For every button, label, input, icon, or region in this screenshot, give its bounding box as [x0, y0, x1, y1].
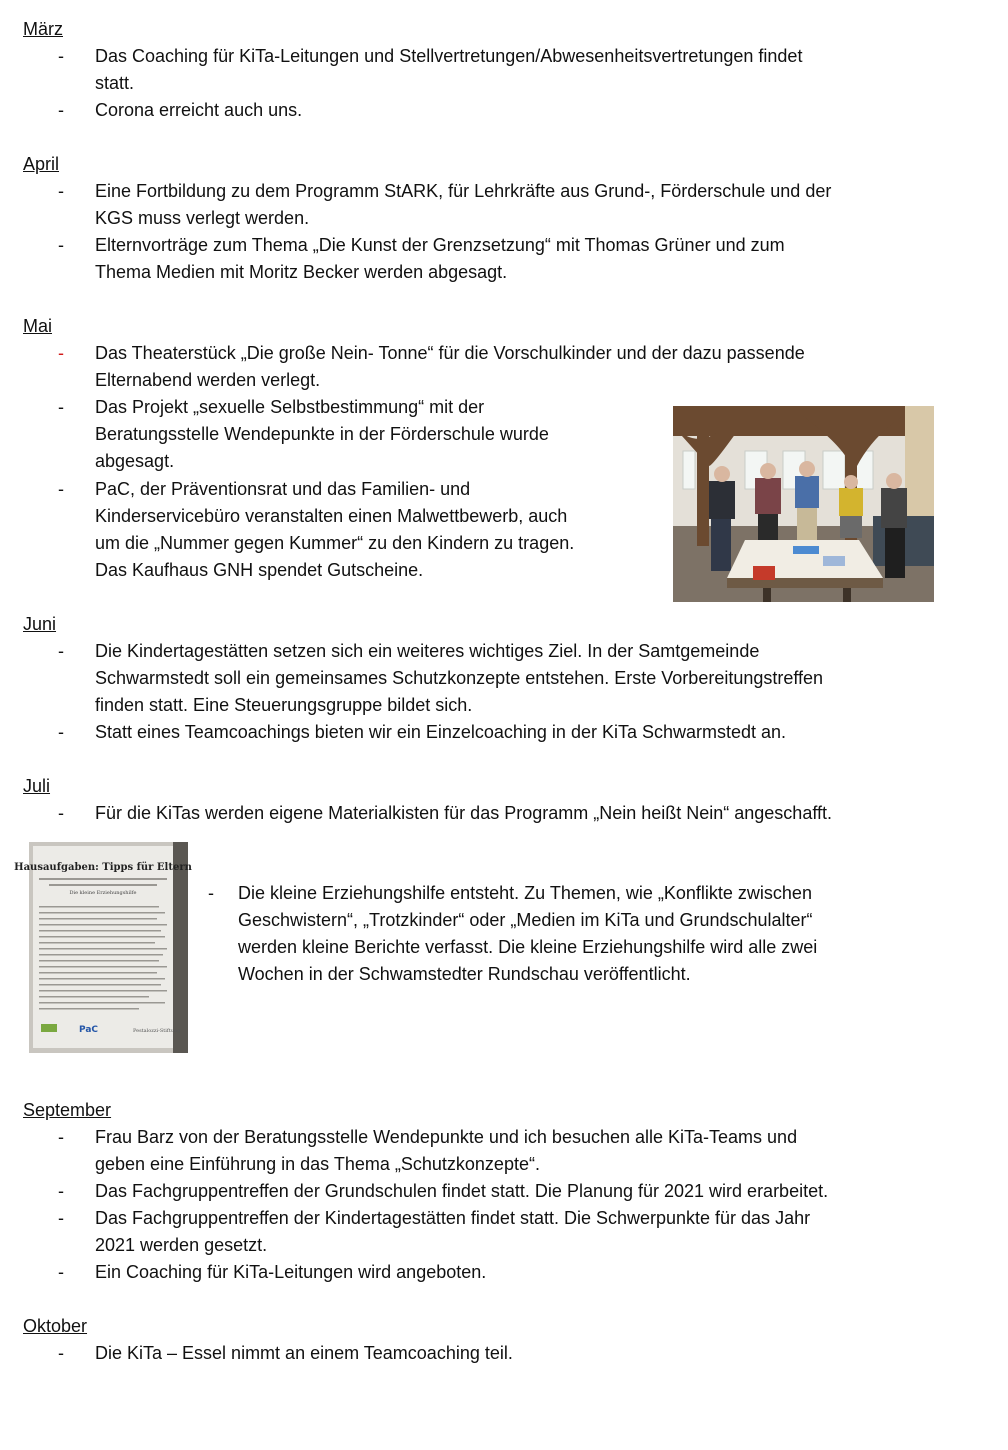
- item-line: Wochen in der Schwamstedter Rundschau veröffentlicht.: [238, 964, 691, 984]
- item-line: Elternabend werden verlegt.: [95, 370, 321, 390]
- item-line: geben eine Einführung in das Thema „Schutzkonzepte“.: [95, 1154, 540, 1174]
- item-line: 2021 werden gesetzt.: [95, 1235, 268, 1255]
- item-line: Elternvorträge zum Thema „Die Kunst der Grenzsetzung“ mit Thomas Grüner und zum: [95, 235, 785, 255]
- item-line: Schwarmstedt soll ein gemeinsames Schutzkonzepte entstehen. Erste Vorbereitungstreffen: [95, 668, 824, 688]
- item-line: Ein Coaching für KiTa-Leitungen wird angeboten.: [95, 1262, 487, 1282]
- bullet-dash: -: [208, 883, 214, 903]
- item-line: abgesagt.: [95, 451, 175, 471]
- clipping-logo-pac: PaC: [79, 1025, 99, 1035]
- item-line: Das Fachgruppentreffen der Kindertagestätten findet statt. Die Schwerpunkte für das Jahr: [95, 1208, 811, 1228]
- item-line: Eine Fortbildung zu dem Programm StARK, für Lehrkräfte aus Grund-, Förderschule und der: [95, 181, 832, 201]
- item-line: finden statt. Eine Steuerungsgruppe bildet sich.: [95, 695, 473, 715]
- clipping-illustration: [14, 842, 192, 1053]
- item-line: Frau Barz von der Beratungsstelle Wendepunkte und ich besuchen alle KiTa-Teams und: [95, 1127, 798, 1147]
- clipping-logo-pestalozzi: Pestalozzi-Stiftung: [133, 1028, 181, 1034]
- month-heading-mai: Mai: [23, 316, 53, 336]
- month-heading-april: April: [23, 154, 60, 174]
- item-line: Die KiTa – Essel nimmt an einem Teamcoaching teil.: [95, 1343, 513, 1363]
- bullet-dash-red: -: [58, 343, 64, 363]
- item-line: um die „Nummer gegen Kummer“ zu den Kindern zu tragen.: [95, 533, 575, 553]
- bullet-dash: -: [58, 1343, 64, 1363]
- item-line: Kinderservicebüro veranstalten einen Malwettbewerb, auch: [95, 506, 568, 526]
- bullet-dash: -: [58, 235, 64, 255]
- item-line: Das Kaufhaus GNH spendet Gutscheine.: [95, 560, 424, 580]
- item-line: Die Kindertagestätten setzen sich ein weiteres wichtiges Ziel. In der Samtgemeinde: [95, 641, 760, 661]
- newspaper-clipping-image: [14, 842, 192, 1053]
- item-line: Beratungsstelle Wendepunkte in der Förderschule wurde: [95, 424, 549, 444]
- item-line: statt.: [95, 73, 135, 93]
- clipping-subtitle: Die kleine Erziehungshilfe: [69, 890, 137, 896]
- item-line: Corona erreicht auch uns.: [95, 100, 303, 120]
- clipping-title: Hausaufgaben: Tipps für Eltern: [14, 862, 192, 873]
- item-line: Thema Medien mit Moritz Becker werden abgesagt.: [95, 262, 508, 282]
- item-line: Das Theaterstück „Die große Nein- Tonne“ für die Vorschulkinder und der dazu passende: [95, 343, 805, 363]
- item-line: Das Fachgruppentreffen der Grundschulen findet statt. Die Planung für 2021 wird erarbeitet.: [95, 1181, 829, 1201]
- month-heading-juni: Juni: [23, 614, 57, 634]
- bullet-dash: -: [58, 479, 64, 499]
- item-line: PaC, der Präventionsrat und das Familien- und: [95, 479, 471, 499]
- bullet-dash: -: [58, 1127, 64, 1147]
- item-line: Das Projekt „sexuelle Selbstbestimmung“ mit der: [95, 397, 485, 417]
- item-line: Geschwistern“, „Trotzkinder“ oder „Medien im KiTa und Grundschulalter“: [238, 910, 813, 930]
- photo-illustration: [673, 406, 934, 602]
- month-heading-juli: Juli: [23, 776, 51, 796]
- bullet-dash: -: [58, 1181, 64, 1201]
- item-line: Für die KiTas werden eigene Materialkisten für das Programm „Nein heißt Nein“ angeschafft.: [95, 803, 833, 823]
- month-heading-september: September: [23, 1100, 112, 1120]
- item-line: werden kleine Berichte verfasst. Die kleine Erziehungshilfe wird alle zwei: [238, 937, 818, 957]
- item-line: Statt eines Teamcoachings bieten wir ein Einzelcoaching in der KiTa Schwarmstedt an.: [95, 722, 787, 742]
- bullet-dash: -: [58, 397, 64, 417]
- item-line: KGS muss verlegt werden.: [95, 208, 310, 228]
- month-heading-oktober: Oktober: [23, 1316, 88, 1336]
- group-photo-drawing-contest: [673, 406, 934, 602]
- bullet-dash: -: [58, 641, 64, 661]
- bullet-dash: -: [58, 100, 64, 120]
- bullet-dash: -: [58, 181, 64, 201]
- bullet-dash: -: [58, 46, 64, 66]
- item-line: Das Coaching für KiTa-Leitungen und Stellvertretungen/Abwesenheitsvertretungen findet: [95, 46, 803, 66]
- item-line: Die kleine Erziehungshilfe entsteht. Zu Themen, wie „Konflikte zwischen: [238, 883, 812, 903]
- bullet-dash: -: [58, 1262, 64, 1282]
- month-heading-maerz: März: [23, 19, 63, 39]
- bullet-dash: -: [58, 722, 64, 742]
- bullet-dash: -: [58, 1208, 64, 1228]
- bullet-dash: -: [58, 803, 64, 823]
